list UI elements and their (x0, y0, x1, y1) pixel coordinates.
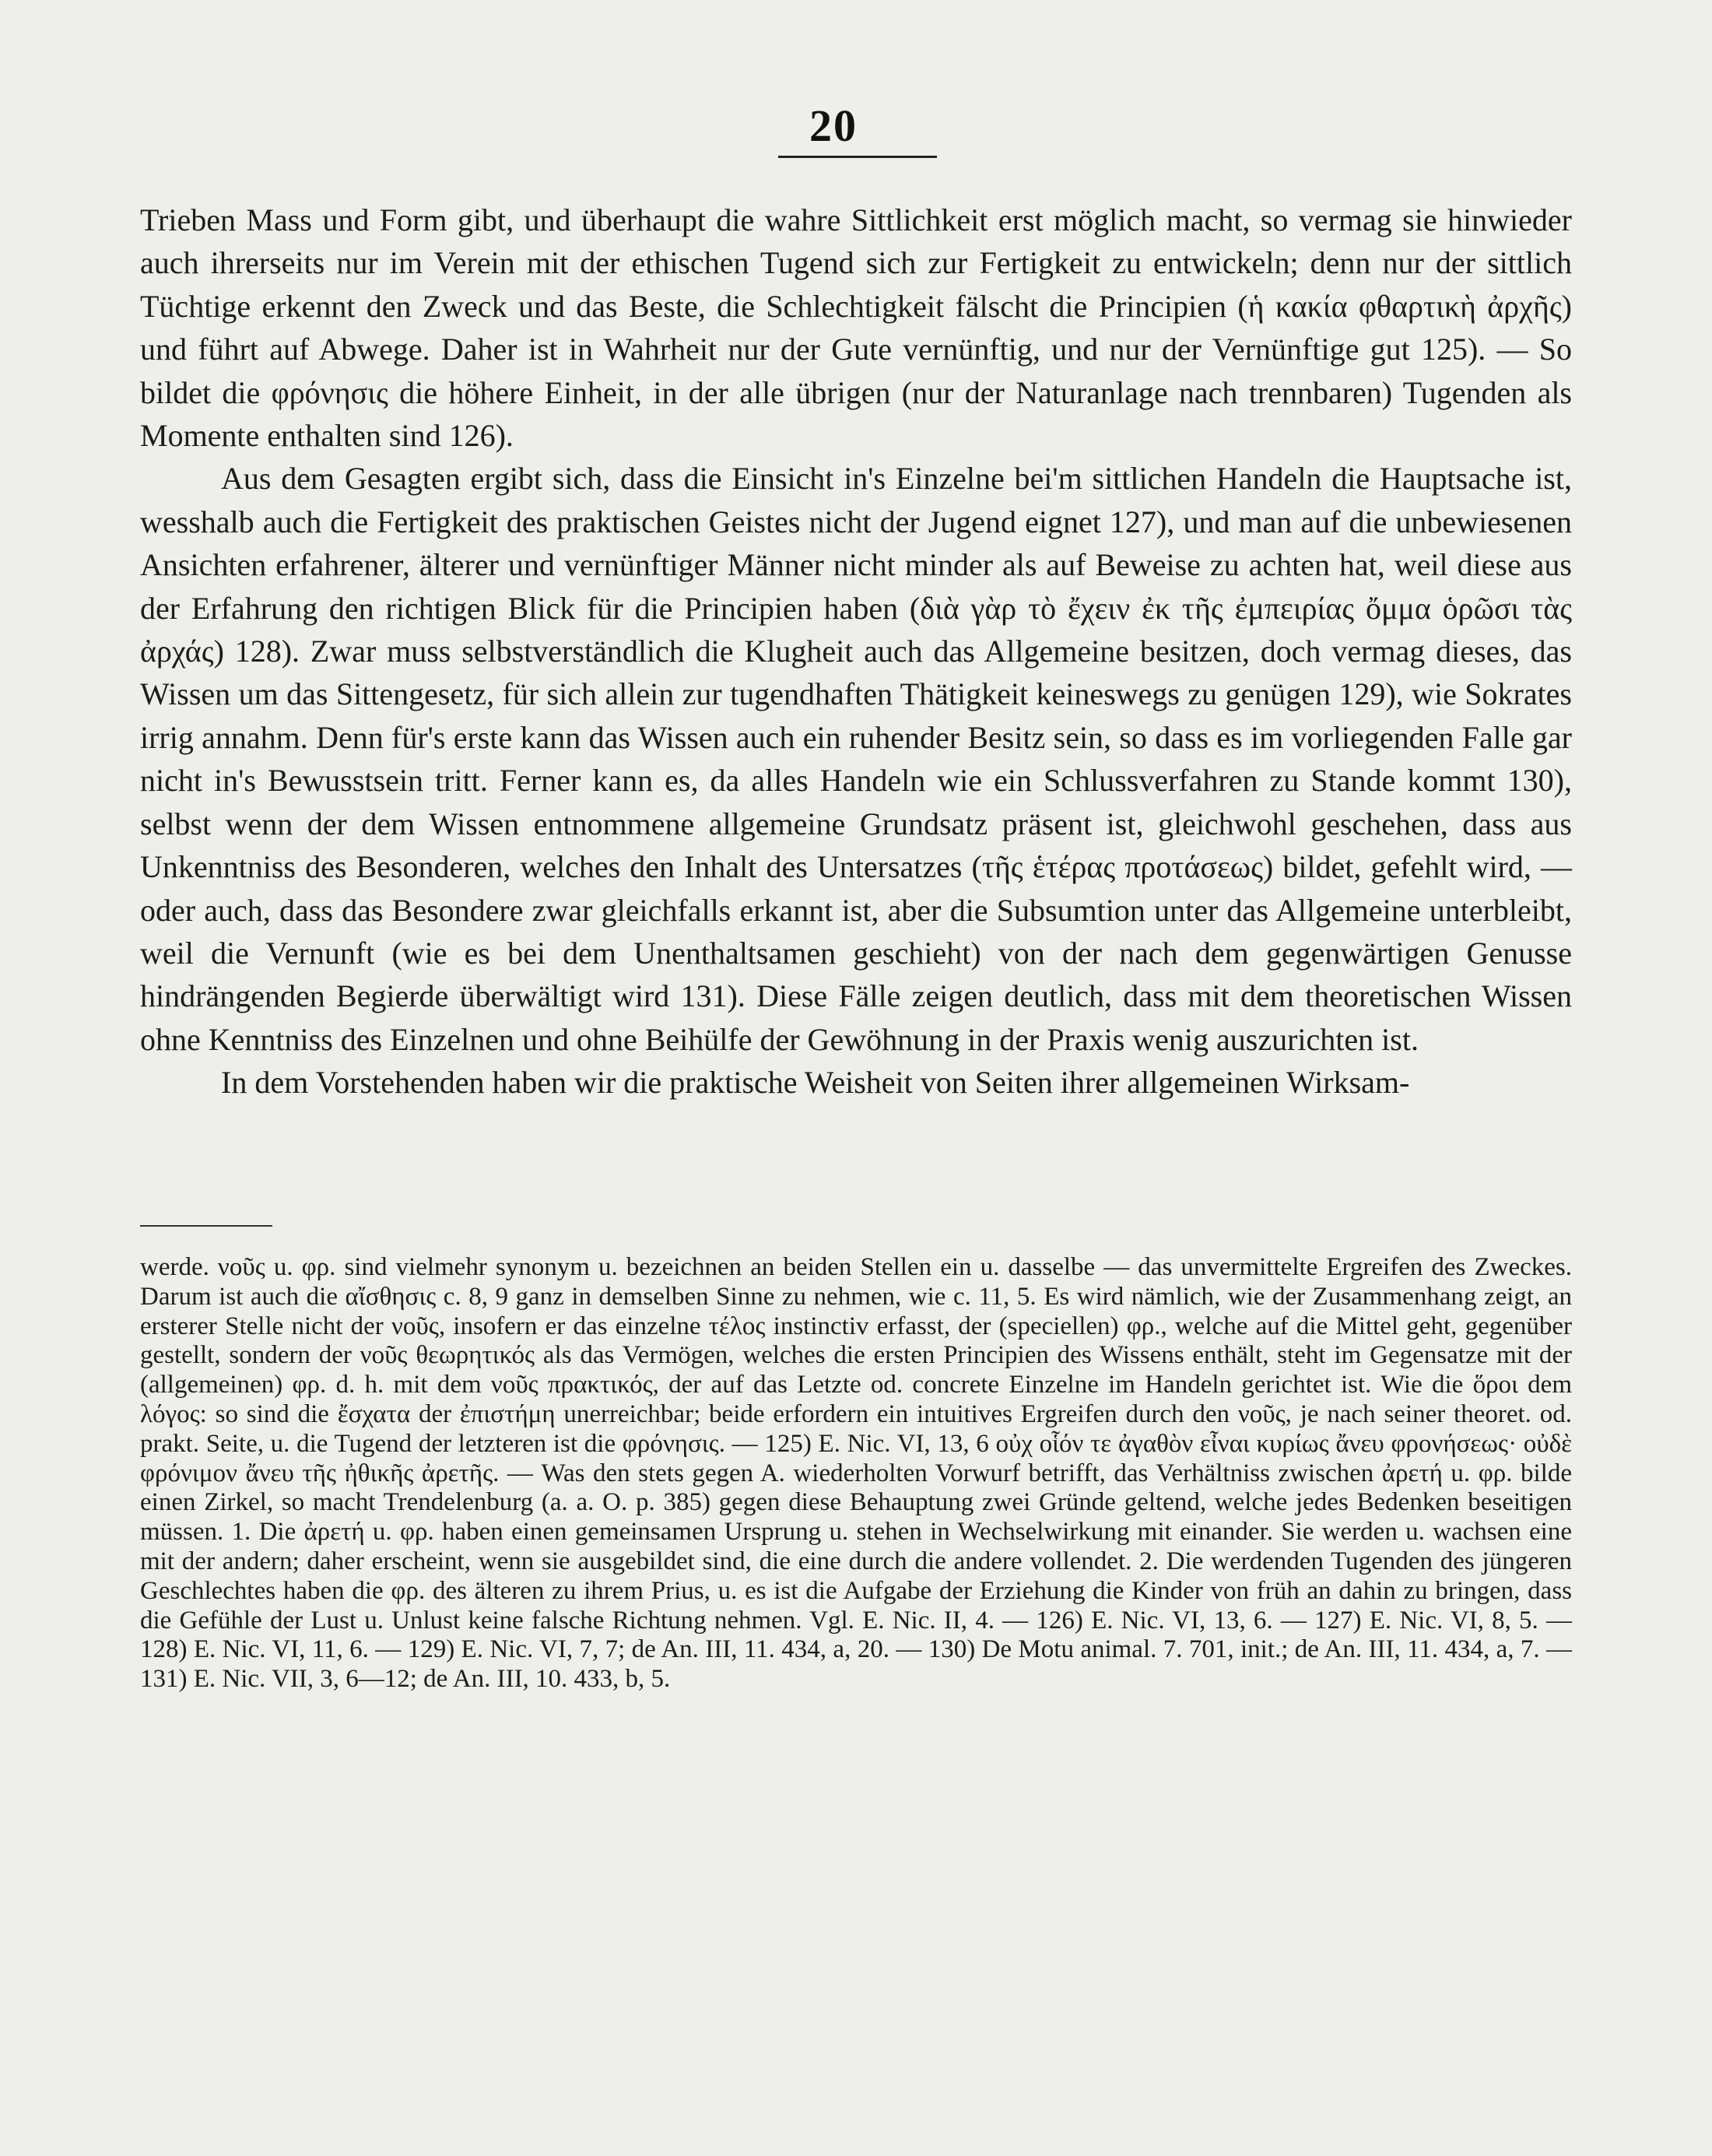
page-number: 20 (809, 100, 858, 151)
paragraph-1: Trieben Mass und Form gibt, und überhaupt die wahre Sittlichkeit erst möglich macht, so vermag sie hinwieder auch ihrerseits nur im Verein mit der ethischen Tugend sich zur Fertigkeit zu entwickeln; denn nur der sittlich Tüchtige erkennt den Zweck und das Beste, die Schlechtigkeit fälscht die Principien (ἡ κακία φθαρτικὴ ἀρχῆς) und führt auf Abwege. Daher ist in Wahrheit nur der Gute vernünftig, und nur der Vernünftige gut 125). — So bildet die φρόνησις die höhere Einheit, in der alle übrigen (nur der Naturanlage nach trennbaren) Tugenden als Momente enthalten sind 126). (140, 202, 1572, 454)
footnote-divider (140, 1225, 272, 1227)
paragraph-3: In dem Vorstehenden haben wir die praktische Weisheit von Seiten ihrer allgemeinen Wirksam- (221, 1065, 1410, 1101)
page-number-rule (778, 156, 937, 158)
footnote-text: werde. νοῦς u. φρ. sind vielmehr synonym u. bezeichnen an beiden Stellen ein u. dasselbe — das unvermittelte Ergreifen des Zweckes. Darum ist auch die αἴσθησις c. 8, 9 ganz in demselben Sinne zu nehmen, wie c. 11, 5. Es wird nämlich, wie der Zusammenhang zeigt, an ersterer Stelle nicht der νοῦς, insofern er das einzelne τέλος instinctiv erfasst, der (speciellen) φρ., welche auf die Mittel geht, gegenüber gestellt, sondern der νοῦς θεωρητικός als das Vermögen, welches die ersten Principien des Wissens enthält, steht im Gegensatze mit der (allgemeinen) φρ. d. h. mit dem νοῦς πρακτικός, der auf das Letzte od. concrete Einzelne im Handeln gerichtet ist. Wie die ὅροι dem λόγος: so sind die ἔσχατα der ἐπιστήμη unerreichbar; beide erfordern ein intuitives Ergreifen durch den νοῦς, je nach seiner theoret. od. prakt. Seite, u. die Tugend der letzteren ist die φρόνησις. — 125) E. Nic. VI, 13, 6 οὐχ οἷόν τε ἀγαθὸν εἶναι κυρίως ἄνευ φρονήσεως· οὐδὲ φρόνιμον ἄνευ τῆς ἠθικῆς ἀρετῆς. — Was den stets gegen A. wiederholten Vorwurf betrifft, das Verhältniss zwischen ἀρετή u. φρ. bilde einen Zirkel, so macht Trendelenburg (a. a. O. p. 385) gegen diese Behauptung zwei Gründe geltend, welche jedes Bedenken beseitigen müssen. 1. Die ἀρετή u. φρ. haben einen gemeinsamen Ursprung u. stehen in Wechselwirkung mit einander. Sie werden u. wachsen eine mit der andern; daher erscheint, wenn sie ausgebildet sind, die eine durch die andere vollendet. 2. Die werdenden Tugenden des jüngeren Geschlechtes haben die φρ. des älteren zu ihrem Prius, u. es ist die Aufgabe der Erziehung die Kinder von früh an dahin zu bringen, dass die Gefühle der Lust u. Unlust keine falsche Richtung nehmen. Vgl. E. Nic. II, 4. — 126) E. Nic. VI, 13, 6. — 127) E. Nic. VI, 8, 5. — 128) E. Nic. VI, 11, 6. — 129) E. Nic. VI, 7, 7; de An. III, 11. 434, a, 20. — 130) De Motu animal. 7. 701, init.; de An. III, 11. 434, a, 7. — 131) E. Nic. VII, 3, 6—12; de An. III, 10. 433, b, 5. (140, 1253, 1572, 1694)
main-text (140, 198, 1572, 1104)
paragraph-2: Aus dem Gesagten ergibt sich, dass die Einsicht in's Einzelne bei'm sittlichen Handeln die Hauptsache ist, wesshalb auch die Fertigkeit des praktischen Geistes nicht der Jugend eignet 127), und man auf die unbewiesenen Ansichten erfahrener, älterer und vernünftiger Männer nicht minder als auf Beweise zu achten hat, weil diese aus der Erfahrung den richtigen Blick für die Principien haben (διὰ γὰρ τὸ ἔχειν ἐκ τῆς ἐμπειρίας ὄμμα ὁρῶσι τὰς ἀρχάς) 128). Zwar muss selbstverständlich die Klugheit auch das Allgemeine besitzen, doch vermag dieses, das Wissen um das Sittengesetz, für sich allein zur tugendhaften Thätigkeit keineswegs zu genügen 129), wie Sokrates irrig annahm. Denn für's erste kann das Wissen auch ein ruhender Besitz sein, so dass es im vorliegenden Falle gar nicht in's Bewusstsein tritt. Ferner kann es, da alles Handeln wie ein Schlussverfahren zu Stande kommt 130), selbst wenn der dem Wissen entnommene allgemeine Grundsatz präsent ist, gleichwohl geschehen, dass aus Unkenntniss des Besonderen, welches den Inhalt des Untersatzes (τῆς ἑτέρας προτάσεως) bildet, gefehlt wird, — oder auch, dass das Besondere zwar gleichfalls erkannt ist, aber die Subsumtion unter das Allgemeine unterbleibt, weil die Vernunft (wie es bei dem Unenthaltsamen geschieht) von der nach dem gegenwärtigen Genusse hindrängenden Begierde überwältigt wird 131). Diese Fälle zeigen deutlich, dass mit dem theoretischen Wissen ohne Kenntniss des Einzelnen und ohne Beihülfe der Gewöhnung in der Praxis wenig auszurichten ist. (140, 461, 1572, 1057)
footnotes (140, 1253, 1572, 1694)
